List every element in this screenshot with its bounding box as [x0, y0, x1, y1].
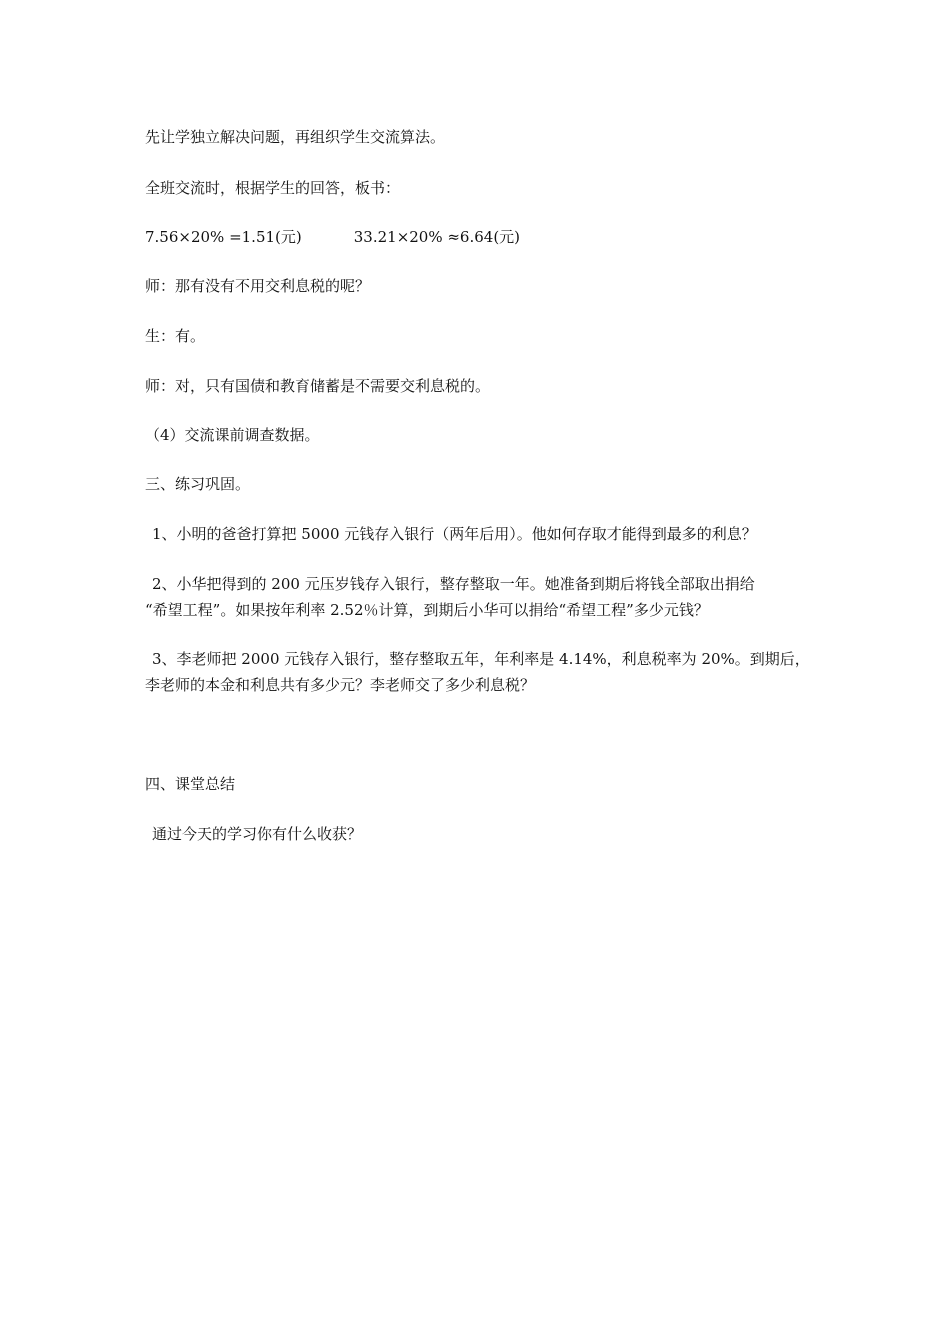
- paragraph-independent-solve: 先让学独立解决问题，再组织学生交流算法。: [145, 128, 446, 146]
- paragraph-teacher-question: 师：那有没有不用交利息税的呢？: [145, 277, 371, 295]
- formula-tax-2: 33.21×20% ≈6.64(元): [353, 228, 521, 246]
- paragraph-teacher-explanation: 师：对，只有国债和教育储蓄是不需要交利息税的。: [145, 377, 491, 395]
- formula-line: [145, 224, 815, 250]
- paragraph-survey-data: （4）交流课前调查数据。: [145, 426, 320, 444]
- paragraph-summary-question: 通过今天的学习你有什么收获？: [152, 825, 363, 843]
- paragraph-class-exchange: 全班交流时，根据学生的回答，板书：: [145, 179, 401, 197]
- exercise-question-3-line-1: 3、李老师把 2000 元钱存入银行，整存整取五年，年利率是 4.14%，利息税率为 20%。到期后，: [152, 650, 810, 668]
- exercise-question-2-line-1: 2、小华把得到的 200 元压岁钱存入银行，整存整取一年。她准备到期后将钱全部取出捐给: [152, 575, 755, 593]
- exercise-question-2-line-2: “希望工程”。如果按年利率 2.52％计算，到期后小华可以捐给“希望工程”多少元钱？: [145, 601, 709, 619]
- section-heading-summary: 四、课堂总结: [145, 775, 236, 793]
- exercise-question-1: 1、小明的爸爸打算把 5000 元钱存入银行（两年后用）。他如何存取才能得到最多的利息？: [152, 525, 757, 543]
- paragraph-student-answer: 生：有。: [145, 327, 206, 345]
- exercise-question-3-line-2: 李老师的本金和利息共有多少元？李老师交了多少利息税？: [145, 676, 536, 694]
- section-heading-practice: 三、练习巩固。: [145, 475, 251, 493]
- formula-tax-1: 7.56×20% =1.51(元): [145, 228, 302, 246]
